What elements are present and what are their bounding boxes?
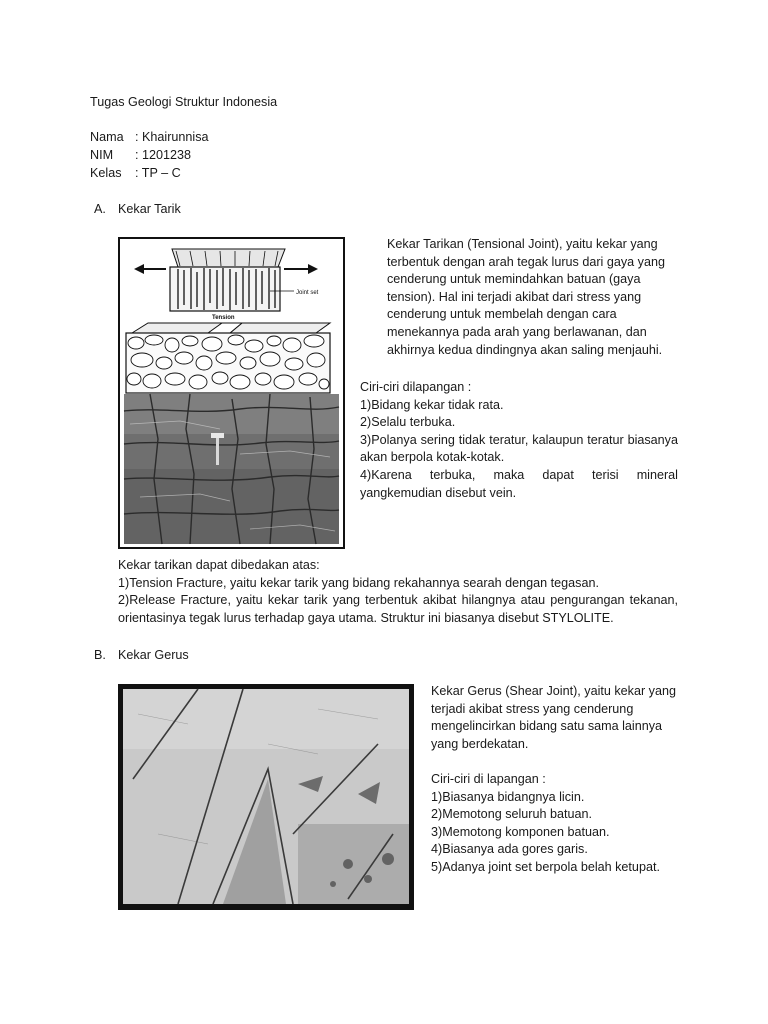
text-line: yang berdekatan. <box>431 736 529 751</box>
ciri-title: Ciri-ciri di lapangan : <box>431 772 546 786</box>
text-line: terjadi akibat stress yang cenderung <box>431 701 634 716</box>
tension-arrow-right-icon <box>284 264 318 274</box>
section-a-description <box>387 236 687 359</box>
types-intro: Kekar tarikan dapat dibedakan atas: <box>118 558 320 572</box>
text-line: cenderung untuk membelah dengan cara <box>387 307 617 322</box>
type-item: 2)Release Fracture, yaitu kekar tarik yang terbentuk akibat hilangnya atau pengurangan tekanan, orientasinya tegak lurus terhadap gaya utama. Struktur ini biasanya disebut STYLOLITE. <box>118 593 678 625</box>
text-line: Kekar Gerus (Shear Joint), yaitu kekar yang <box>431 684 676 698</box>
ciri-item: 3)Memotong komponen batuan. <box>431 824 610 839</box>
section-a-ciri-list <box>360 379 678 502</box>
info-label: NIM <box>90 148 114 162</box>
ciri-item: 1)Bidang kekar tidak rata. <box>360 397 504 412</box>
type-item: 1)Tension Fracture, yaitu kekar tarik yang bidang rekahannya searah dengan tegasan. <box>118 575 599 590</box>
rock-outcrop-photo <box>124 394 339 544</box>
info-value: : TP – C <box>135 166 181 180</box>
ciri-item: 5)Adanya joint set berpola belah ketupat. <box>431 859 660 874</box>
info-label: Kelas <box>90 166 122 180</box>
info-row-kelas <box>90 165 181 183</box>
ciri-item: 2)Memotong seluruh batuan. <box>431 807 593 822</box>
document-title: Tugas Geologi Struktur Indonesia <box>90 95 278 109</box>
section-title: Kekar Gerus <box>118 648 189 662</box>
ciri-item: 1)Biasanya bidangnya licin. <box>431 789 585 804</box>
shear-joint-figure <box>118 684 414 910</box>
tension-joint-diagram <box>120 239 343 547</box>
ciri-item: 3)Polanya sering tidak teratur, kalaupun teratur biasanya akan berpola kotak-kotak. <box>360 432 678 465</box>
text-line: menekannya pada arah yang berlawanan, dan <box>387 324 647 339</box>
text-line: Kekar Tarikan (Tensional Joint), yaitu kekar yang <box>387 237 658 251</box>
joint-block-diagram <box>170 249 285 311</box>
section-number: B. <box>94 648 106 662</box>
shear-joint-photo <box>118 684 414 910</box>
section-a-heading <box>94 201 181 219</box>
text-line: akhirnya kedua dindingnya akan saling menjauhi. <box>387 342 663 357</box>
section-b-description <box>431 683 721 753</box>
joint-set-label: Joint set <box>296 290 319 296</box>
info-value: : 1201238 <box>135 148 192 162</box>
ciri-item: 4)Biasanya ada gores garis. <box>431 842 588 857</box>
text-line: terbentuk dengan arah tegak lurus dari gaya yang <box>387 254 665 269</box>
info-label: Nama <box>90 130 124 144</box>
text-line: mengelincirkan bidang satu sama lainnya <box>431 719 663 734</box>
section-b-ciri-list <box>431 771 721 877</box>
section-number: A. <box>94 202 106 216</box>
ciri-title: Ciri-ciri dilapangan : <box>360 380 472 394</box>
info-value: : Khairunnisa <box>135 130 209 144</box>
tension-arrow-left-icon <box>134 264 166 274</box>
ciri-item: 2)Selalu terbuka. <box>360 415 456 430</box>
info-row-nim <box>90 147 191 165</box>
text-line: cenderung untuk memindahkan batuan (gaya <box>387 272 641 287</box>
tension-joint-figure <box>118 237 345 549</box>
section-b-heading <box>94 647 189 665</box>
text-line: tension). Hal ini terjadi akibat dari stress yang <box>387 289 642 304</box>
section-a-types <box>118 557 678 627</box>
ciri-item: 4)Karena terbuka, maka dapat terisi mineral yangkemudian disebut vein. <box>360 467 678 500</box>
section-title: Kekar Tarik <box>118 202 181 216</box>
tension-label: Tension <box>212 315 235 321</box>
info-row-nama <box>90 129 209 147</box>
conglomerate-block-diagram <box>126 323 330 393</box>
